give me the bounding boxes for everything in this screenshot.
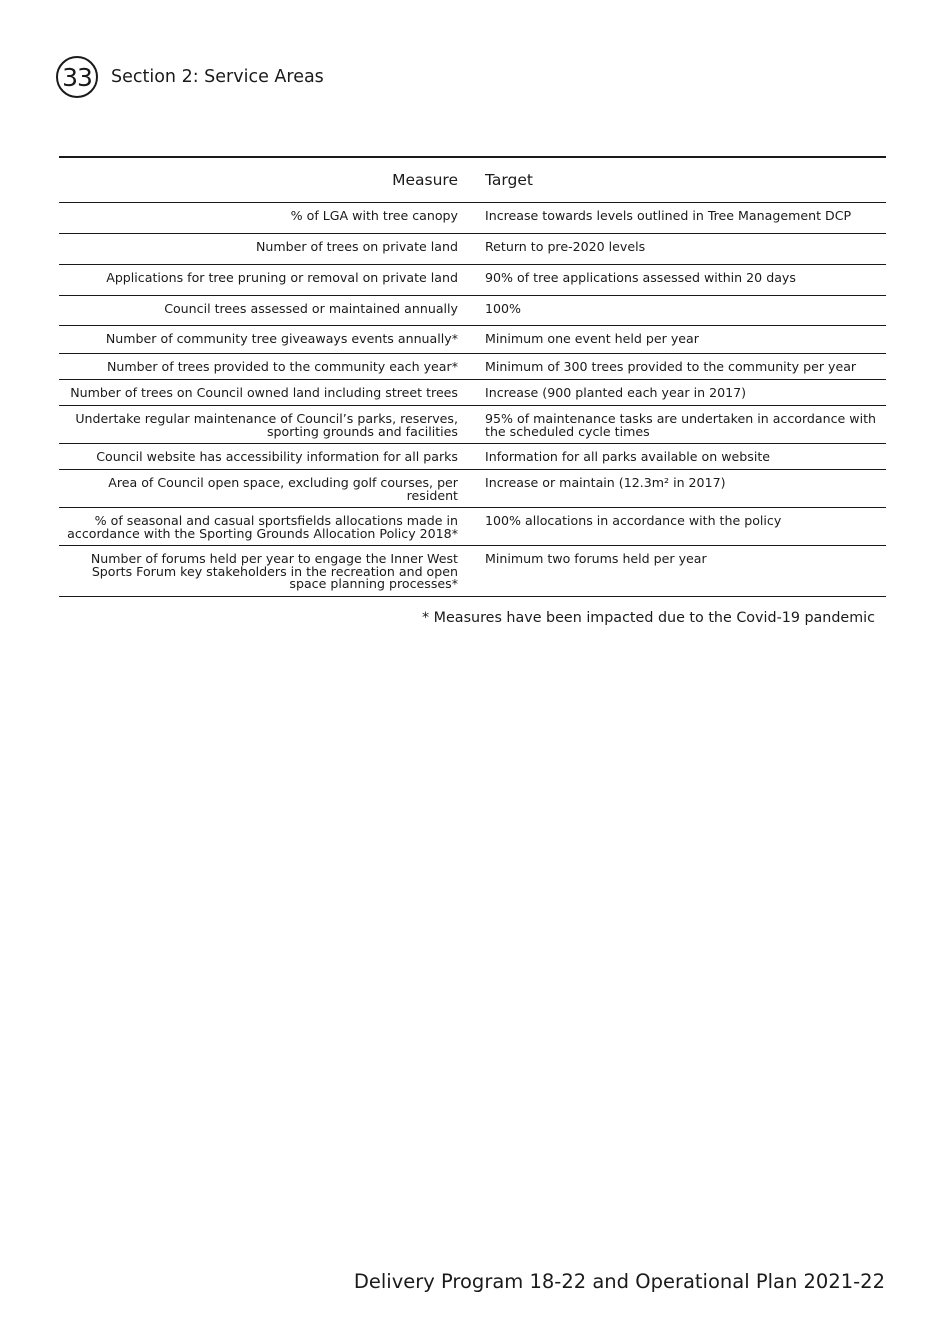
- measure-cell: % of seasonal and casual sportsfields allocations made in accordance with the Sporting Grounds Allocation Policy 2018*: [59, 508, 461, 546]
- measure-cell: Number of trees on private land: [59, 234, 461, 265]
- table-header-row: [59, 157, 886, 203]
- table-row: [59, 296, 886, 326]
- table-row: [59, 546, 886, 597]
- target-cell: 95% of maintenance tasks are undertaken in accordance with the scheduled cycle times: [461, 406, 886, 444]
- measure-cell: Number of trees provided to the community each year*: [59, 354, 461, 380]
- column-header-measure: Measure: [59, 157, 461, 203]
- target-cell: Increase (900 planted each year in 2017): [461, 380, 886, 406]
- table-row: [59, 234, 886, 265]
- measure-cell: % of LGA with tree canopy: [59, 203, 461, 234]
- target-cell: Increase towards levels outlined in Tree Management DCP: [461, 203, 886, 234]
- table-row: [59, 444, 886, 470]
- footnote: * Measures have been impacted due to the Covid-19 pandemic: [421, 610, 875, 626]
- measures-table: [59, 156, 886, 597]
- page-number-badge: 33: [56, 56, 98, 98]
- measure-cell: Area of Council open space, excluding golf courses, per resident: [59, 470, 461, 508]
- table-row: [59, 380, 886, 406]
- page-header: [56, 56, 324, 98]
- target-cell: Minimum two forums held per year: [461, 546, 886, 597]
- target-cell: Increase or maintain (12.3m² in 2017): [461, 470, 886, 508]
- target-cell: Minimum one event held per year: [461, 326, 886, 354]
- table-row: [59, 203, 886, 234]
- table-row: [59, 326, 886, 354]
- column-header-target: Target: [461, 157, 886, 203]
- target-cell: Minimum of 300 trees provided to the community per year: [461, 354, 886, 380]
- target-cell: Information for all parks available on website: [461, 444, 886, 470]
- footer-document-title: Delivery Program 18-22 and Operational Plan 2021-22: [353, 1270, 885, 1293]
- target-cell: 100%: [461, 296, 886, 326]
- section-title: Section 2: Service Areas: [111, 67, 324, 87]
- measure-cell: Number of community tree giveaways events annually*: [59, 326, 461, 354]
- table-row: [59, 354, 886, 380]
- table-row: [59, 265, 886, 296]
- table-row: [59, 406, 886, 444]
- measure-cell: Council trees assessed or maintained annually: [59, 296, 461, 326]
- target-cell: 100% allocations in accordance with the policy: [461, 508, 886, 546]
- measure-cell: Council website has accessibility information for all parks: [59, 444, 461, 470]
- measure-cell: Number of forums held per year to engage the Inner West Sports Forum key stakeholders in the recreation and open space planning processes*: [59, 546, 461, 597]
- table-row: [59, 508, 886, 546]
- measure-cell: Applications for tree pruning or removal on private land: [59, 265, 461, 296]
- measure-cell: Number of trees on Council owned land including street trees: [59, 380, 461, 406]
- target-cell: 90% of tree applications assessed within 20 days: [461, 265, 886, 296]
- table-row: [59, 470, 886, 508]
- measure-cell: Undertake regular maintenance of Council’s parks, reserves, sporting grounds and facilities: [59, 406, 461, 444]
- target-cell: Return to pre-2020 levels: [461, 234, 886, 265]
